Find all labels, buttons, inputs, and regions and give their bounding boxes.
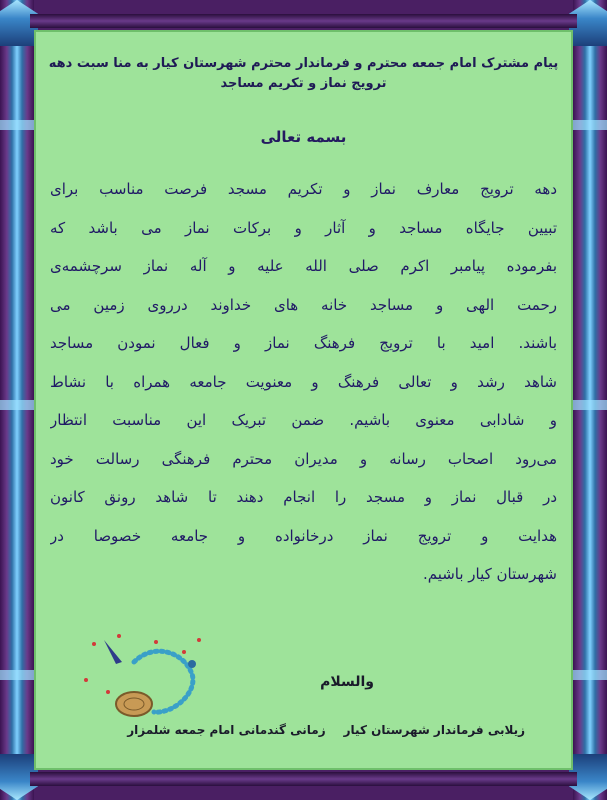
body-line: باشند. امید با ترویج فرهنگ نماز و فعال نمودن مساجد: [50, 334, 557, 352]
left-pillar-ornament: [0, 0, 34, 800]
body-line: تبیین جایگاه مساجد و آثار و برکات نماز می باشد که: [50, 218, 557, 237]
top-frame-band: [30, 14, 577, 28]
pillar-ring: [0, 120, 34, 130]
body-line: رحمت الهی و مساجد خانه های خداوند درروی زمین می: [50, 295, 557, 314]
bottom-frame-band: [30, 772, 577, 786]
pillar-ring: [0, 670, 34, 680]
pillar-ring: [573, 400, 607, 410]
title-line-2: ترویج نماز و تکریم مساجد: [220, 76, 387, 91]
message-title: [44, 54, 563, 94]
body-line: در قبال نماز و مسجد را انجام دهند تا شاهد رونق کانون: [50, 488, 557, 506]
title-line-1: پیام مشترک امام جمعه محترم و فرماندار محترم شهرستان کیار به منا سبت دهه: [48, 56, 559, 71]
pillar-ring: [573, 120, 607, 130]
body-line: شهرستان کیار باشیم.: [422, 565, 557, 583]
pillar-ring: [573, 670, 607, 680]
prayer-beads-illustration: [64, 622, 224, 732]
message-panel: [34, 30, 573, 770]
pillar-ring: [0, 400, 34, 410]
body-line: بفرموده پیامبر اکرم صلی الله علیه و آله نماز سرچشمه‌ی: [50, 257, 557, 275]
mohr-prayer-stone-icon: [116, 692, 152, 716]
body-line: و شادابی معنوی باشیم. ضمن تبریک این مناسبت انتظار: [50, 411, 557, 429]
right-pillar-ornament: [573, 0, 607, 800]
body-line: می‌رود اصحاب رسانه و مدیران محترم فرهنگی رسالت خود: [50, 449, 557, 468]
body-line: دهه ترویج معارف نماز و تکریم مسجد فرصت مناسب برای: [50, 180, 557, 198]
feather-icon: [104, 640, 122, 664]
governor-signature: زیلابی فرماندار شهرستان کیار: [343, 723, 525, 737]
body-line: شاهد رشد و تعالی فرهنگ و معنویت جامعه همراه با نشاط: [50, 372, 557, 391]
signatures-line: [127, 723, 525, 737]
closing-salutation: والسلام: [320, 674, 374, 690]
body-line: هدایت و ترویج نماز درخانواده و جامعه خصوصا در: [50, 526, 557, 545]
bismillah-heading: بسمه تعالی: [260, 128, 347, 146]
message-body: [50, 177, 557, 601]
imam-signature: زمانی گندمانی امام جمعه شلمزار: [127, 723, 326, 737]
